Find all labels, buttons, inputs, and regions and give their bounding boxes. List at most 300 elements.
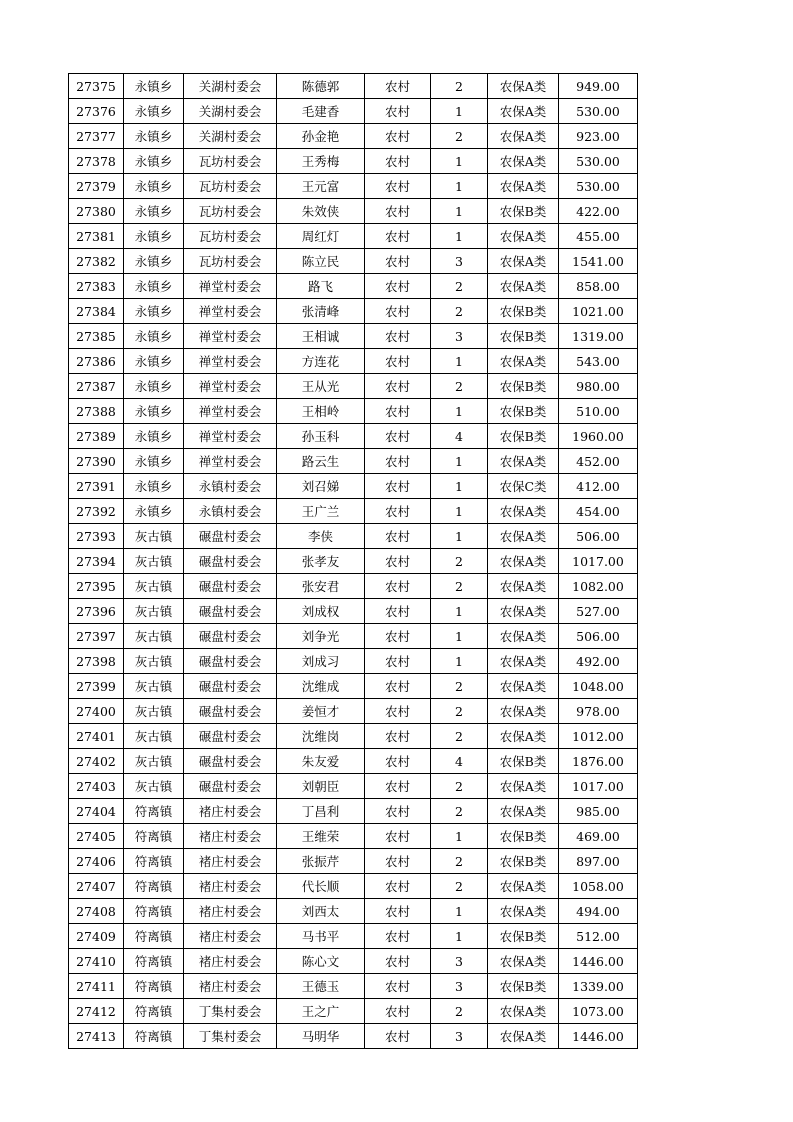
village-committee-cell: 褚庄村委会 [184,949,277,974]
table-row [69,199,638,224]
table-row [69,549,638,574]
residence-type-cell: 农村 [365,674,431,699]
household-count-cell: 2 [431,549,488,574]
township-cell: 永镇乡 [124,174,184,199]
village-committee-cell: 禅堂村委会 [184,299,277,324]
row-number-cell: 27405 [69,824,124,849]
insurance-category-cell: 农保B类 [488,299,559,324]
insurance-category-cell: 农保B类 [488,374,559,399]
household-count-cell: 1 [431,399,488,424]
person-name-cell: 路飞 [277,274,365,299]
township-cell: 永镇乡 [124,474,184,499]
person-name-cell: 刘朝臣 [277,774,365,799]
township-cell: 灰古镇 [124,649,184,674]
amount-cell: 452.00 [559,449,638,474]
person-name-cell: 朱效侠 [277,199,365,224]
insurance-category-cell: 农保A类 [488,124,559,149]
residence-type-cell: 农村 [365,349,431,374]
insurance-category-cell: 农保A类 [488,224,559,249]
row-number-cell: 27375 [69,74,124,99]
residence-type-cell: 农村 [365,549,431,574]
township-cell: 永镇乡 [124,349,184,374]
village-committee-cell: 禅堂村委会 [184,374,277,399]
village-committee-cell: 丁集村委会 [184,1024,277,1049]
amount-cell: 455.00 [559,224,638,249]
table-row [69,599,638,624]
village-committee-cell: 瓦坊村委会 [184,249,277,274]
village-committee-cell: 碾盘村委会 [184,749,277,774]
township-cell: 符离镇 [124,1024,184,1049]
residence-type-cell: 农村 [365,524,431,549]
township-cell: 灰古镇 [124,624,184,649]
township-cell: 永镇乡 [124,274,184,299]
amount-cell: 454.00 [559,499,638,524]
village-committee-cell: 瓦坊村委会 [184,149,277,174]
household-count-cell: 1 [431,899,488,924]
household-count-cell: 2 [431,374,488,399]
table-row [69,1024,638,1049]
amount-cell: 1960.00 [559,424,638,449]
row-number-cell: 27393 [69,524,124,549]
amount-cell: 1876.00 [559,749,638,774]
person-name-cell: 丁昌利 [277,799,365,824]
township-cell: 灰古镇 [124,699,184,724]
insurance-category-cell: 农保A类 [488,799,559,824]
table-row [69,874,638,899]
household-count-cell: 1 [431,499,488,524]
village-committee-cell: 碾盘村委会 [184,624,277,649]
person-name-cell: 刘成习 [277,649,365,674]
household-count-cell: 2 [431,74,488,99]
residence-type-cell: 农村 [365,1024,431,1049]
person-name-cell: 沈维成 [277,674,365,699]
amount-cell: 923.00 [559,124,638,149]
amount-cell: 469.00 [559,824,638,849]
township-cell: 符离镇 [124,999,184,1024]
person-name-cell: 马明华 [277,1024,365,1049]
person-name-cell: 陈立民 [277,249,365,274]
insurance-category-cell: 农保A类 [488,599,559,624]
residence-type-cell: 农村 [365,899,431,924]
household-count-cell: 1 [431,99,488,124]
residence-type-cell: 农村 [365,174,431,199]
amount-cell: 1541.00 [559,249,638,274]
household-count-cell: 2 [431,799,488,824]
row-number-cell: 27396 [69,599,124,624]
household-count-cell: 2 [431,874,488,899]
township-cell: 符离镇 [124,924,184,949]
person-name-cell: 周红灯 [277,224,365,249]
township-cell: 永镇乡 [124,99,184,124]
row-number-cell: 27390 [69,449,124,474]
amount-cell: 530.00 [559,99,638,124]
residence-type-cell: 农村 [365,724,431,749]
row-number-cell: 27383 [69,274,124,299]
residence-type-cell: 农村 [365,849,431,874]
residence-type-cell: 农村 [365,324,431,349]
household-count-cell: 4 [431,424,488,449]
table-row [69,974,638,999]
insurance-category-cell: 农保B类 [488,424,559,449]
amount-cell: 1446.00 [559,949,638,974]
village-committee-cell: 永镇村委会 [184,474,277,499]
amount-cell: 1446.00 [559,1024,638,1049]
row-number-cell: 27397 [69,624,124,649]
row-number-cell: 27388 [69,399,124,424]
township-cell: 永镇乡 [124,324,184,349]
row-number-cell: 27411 [69,974,124,999]
table-row [69,399,638,424]
amount-cell: 985.00 [559,799,638,824]
row-number-cell: 27387 [69,374,124,399]
household-count-cell: 1 [431,349,488,374]
insurance-category-cell: 农保A类 [488,874,559,899]
residence-type-cell: 农村 [365,249,431,274]
table-row [69,774,638,799]
amount-cell: 1017.00 [559,774,638,799]
table-body [69,74,638,1049]
person-name-cell: 孙玉科 [277,424,365,449]
person-name-cell: 孙金艳 [277,124,365,149]
household-count-cell: 1 [431,449,488,474]
township-cell: 永镇乡 [124,299,184,324]
insurance-category-cell: 农保B类 [488,824,559,849]
amount-cell: 897.00 [559,849,638,874]
village-committee-cell: 碾盘村委会 [184,599,277,624]
row-number-cell: 27409 [69,924,124,949]
person-name-cell: 王秀梅 [277,149,365,174]
person-name-cell: 王维荣 [277,824,365,849]
amount-cell: 530.00 [559,174,638,199]
household-count-cell: 1 [431,624,488,649]
person-name-cell: 王之广 [277,999,365,1024]
village-committee-cell: 禅堂村委会 [184,399,277,424]
township-cell: 永镇乡 [124,199,184,224]
village-committee-cell: 禅堂村委会 [184,424,277,449]
insurance-category-cell: 农保B类 [488,399,559,424]
insurance-category-cell: 农保A类 [488,449,559,474]
row-number-cell: 27412 [69,999,124,1024]
household-count-cell: 2 [431,124,488,149]
person-name-cell: 陈心文 [277,949,365,974]
residence-type-cell: 农村 [365,999,431,1024]
township-cell: 符离镇 [124,824,184,849]
village-committee-cell: 碾盘村委会 [184,774,277,799]
residence-type-cell: 农村 [365,574,431,599]
row-number-cell: 27407 [69,874,124,899]
person-name-cell: 张孝友 [277,549,365,574]
household-count-cell: 4 [431,749,488,774]
residence-type-cell: 农村 [365,374,431,399]
township-cell: 永镇乡 [124,374,184,399]
township-cell: 灰古镇 [124,524,184,549]
row-number-cell: 27386 [69,349,124,374]
township-cell: 灰古镇 [124,724,184,749]
village-committee-cell: 褚庄村委会 [184,924,277,949]
row-number-cell: 27382 [69,249,124,274]
person-name-cell: 方连花 [277,349,365,374]
table-row [69,899,638,924]
township-cell: 永镇乡 [124,249,184,274]
row-number-cell: 27400 [69,699,124,724]
household-count-cell: 2 [431,674,488,699]
household-count-cell: 3 [431,949,488,974]
table-row [69,949,638,974]
amount-cell: 494.00 [559,899,638,924]
residence-type-cell: 农村 [365,774,431,799]
insurance-category-cell: 农保A类 [488,499,559,524]
village-committee-cell: 永镇村委会 [184,499,277,524]
village-committee-cell: 禅堂村委会 [184,349,277,374]
residence-type-cell: 农村 [365,424,431,449]
insurance-category-cell: 农保A类 [488,149,559,174]
row-number-cell: 27404 [69,799,124,824]
village-committee-cell: 关湖村委会 [184,74,277,99]
table-row [69,624,638,649]
person-name-cell: 张安君 [277,574,365,599]
amount-cell: 1319.00 [559,324,638,349]
village-committee-cell: 瓦坊村委会 [184,199,277,224]
amount-cell: 543.00 [559,349,638,374]
table-row [69,574,638,599]
table-row [69,824,638,849]
table-row [69,99,638,124]
residence-type-cell: 农村 [365,824,431,849]
insurance-category-cell: 农保A类 [488,574,559,599]
table-row [69,449,638,474]
township-cell: 符离镇 [124,849,184,874]
household-count-cell: 3 [431,249,488,274]
table-row [69,424,638,449]
table-row [69,249,638,274]
insurance-category-cell: 农保A类 [488,274,559,299]
insurance-category-cell: 农保A类 [488,899,559,924]
table-row [69,299,638,324]
village-committee-cell: 禅堂村委会 [184,449,277,474]
insurance-category-cell: 农保A类 [488,774,559,799]
amount-cell: 1339.00 [559,974,638,999]
township-cell: 永镇乡 [124,224,184,249]
village-committee-cell: 褚庄村委会 [184,824,277,849]
person-name-cell: 朱友爱 [277,749,365,774]
insurance-category-cell: 农保A类 [488,74,559,99]
amount-cell: 422.00 [559,199,638,224]
household-count-cell: 2 [431,574,488,599]
table-row [69,649,638,674]
person-name-cell: 王相诚 [277,324,365,349]
person-name-cell: 张清峰 [277,299,365,324]
residence-type-cell: 农村 [365,599,431,624]
person-name-cell: 刘成权 [277,599,365,624]
township-cell: 灰古镇 [124,549,184,574]
village-committee-cell: 碾盘村委会 [184,549,277,574]
row-number-cell: 27391 [69,474,124,499]
village-committee-cell: 碾盘村委会 [184,574,277,599]
table-row [69,224,638,249]
amount-cell: 510.00 [559,399,638,424]
amount-cell: 858.00 [559,274,638,299]
township-cell: 符离镇 [124,974,184,999]
household-count-cell: 2 [431,774,488,799]
household-count-cell: 1 [431,199,488,224]
township-cell: 符离镇 [124,874,184,899]
township-cell: 永镇乡 [124,124,184,149]
person-name-cell: 路云生 [277,449,365,474]
insurance-category-cell: 农保A类 [488,1024,559,1049]
village-committee-cell: 关湖村委会 [184,99,277,124]
table-row [69,174,638,199]
household-count-cell: 1 [431,824,488,849]
residence-type-cell: 农村 [365,449,431,474]
amount-cell: 527.00 [559,599,638,624]
village-committee-cell: 丁集村委会 [184,999,277,1024]
residence-type-cell: 农村 [365,274,431,299]
household-count-cell: 1 [431,149,488,174]
residence-type-cell: 农村 [365,124,431,149]
insurance-category-cell: 农保A类 [488,674,559,699]
residence-type-cell: 农村 [365,224,431,249]
amount-cell: 1082.00 [559,574,638,599]
person-name-cell: 刘西太 [277,899,365,924]
person-name-cell: 姜恒才 [277,699,365,724]
row-number-cell: 27377 [69,124,124,149]
person-name-cell: 刘召娣 [277,474,365,499]
row-number-cell: 27380 [69,199,124,224]
residence-type-cell: 农村 [365,799,431,824]
residence-type-cell: 农村 [365,974,431,999]
row-number-cell: 27395 [69,574,124,599]
person-name-cell: 刘争光 [277,624,365,649]
residence-type-cell: 农村 [365,99,431,124]
household-count-cell: 2 [431,999,488,1024]
village-committee-cell: 褚庄村委会 [184,849,277,874]
person-name-cell: 张振芹 [277,849,365,874]
amount-cell: 1048.00 [559,674,638,699]
township-cell: 符离镇 [124,899,184,924]
table-row [69,499,638,524]
household-count-cell: 2 [431,724,488,749]
township-cell: 永镇乡 [124,449,184,474]
amount-cell: 506.00 [559,524,638,549]
person-name-cell: 马书平 [277,924,365,949]
township-cell: 灰古镇 [124,749,184,774]
person-name-cell: 陈德郭 [277,74,365,99]
household-count-cell: 1 [431,649,488,674]
amount-cell: 1017.00 [559,549,638,574]
household-count-cell: 1 [431,174,488,199]
insurance-category-cell: 农保B类 [488,199,559,224]
table-row [69,324,638,349]
table-row [69,724,638,749]
household-count-cell: 1 [431,524,488,549]
insurance-category-cell: 农保B类 [488,849,559,874]
residence-type-cell: 农村 [365,624,431,649]
township-cell: 永镇乡 [124,399,184,424]
table-row [69,74,638,99]
household-count-cell: 2 [431,274,488,299]
residence-type-cell: 农村 [365,199,431,224]
household-count-cell: 1 [431,924,488,949]
insurance-category-cell: 农保A类 [488,699,559,724]
amount-cell: 949.00 [559,74,638,99]
insurance-category-cell: 农保A类 [488,649,559,674]
village-committee-cell: 碾盘村委会 [184,649,277,674]
village-committee-cell: 碾盘村委会 [184,699,277,724]
residence-type-cell: 农村 [365,149,431,174]
table-row [69,149,638,174]
village-committee-cell: 禅堂村委会 [184,324,277,349]
row-number-cell: 27379 [69,174,124,199]
residence-type-cell: 农村 [365,474,431,499]
person-name-cell: 王相岭 [277,399,365,424]
household-count-cell: 2 [431,849,488,874]
household-count-cell: 3 [431,974,488,999]
village-committee-cell: 禅堂村委会 [184,274,277,299]
amount-cell: 506.00 [559,624,638,649]
table-row [69,749,638,774]
person-name-cell: 代长顺 [277,874,365,899]
insurance-category-cell: 农保A类 [488,999,559,1024]
table-row [69,849,638,874]
household-count-cell: 2 [431,299,488,324]
residence-type-cell: 农村 [365,399,431,424]
table-row [69,924,638,949]
residence-type-cell: 农村 [365,924,431,949]
person-name-cell: 沈维岗 [277,724,365,749]
row-number-cell: 27399 [69,674,124,699]
township-cell: 永镇乡 [124,499,184,524]
village-committee-cell: 瓦坊村委会 [184,224,277,249]
row-number-cell: 27378 [69,149,124,174]
row-number-cell: 27402 [69,749,124,774]
table-row [69,274,638,299]
amount-cell: 1058.00 [559,874,638,899]
village-committee-cell: 关湖村委会 [184,124,277,149]
residence-type-cell: 农村 [365,874,431,899]
village-committee-cell: 褚庄村委会 [184,799,277,824]
insurance-category-cell: 农保A类 [488,99,559,124]
amount-cell: 980.00 [559,374,638,399]
village-committee-cell: 瓦坊村委会 [184,174,277,199]
insurance-category-cell: 农保A类 [488,549,559,574]
residence-type-cell: 农村 [365,699,431,724]
amount-cell: 1021.00 [559,299,638,324]
village-committee-cell: 碾盘村委会 [184,674,277,699]
residence-type-cell: 农村 [365,649,431,674]
table-row [69,799,638,824]
table-row [69,524,638,549]
insurance-category-cell: 农保B类 [488,924,559,949]
table-row [69,699,638,724]
insurance-category-cell: 农保A类 [488,174,559,199]
household-count-cell: 3 [431,324,488,349]
row-number-cell: 27392 [69,499,124,524]
insurance-category-cell: 农保A类 [488,524,559,549]
village-committee-cell: 碾盘村委会 [184,524,277,549]
township-cell: 永镇乡 [124,424,184,449]
village-committee-cell: 褚庄村委会 [184,874,277,899]
residence-type-cell: 农村 [365,749,431,774]
household-count-cell: 3 [431,1024,488,1049]
row-number-cell: 27389 [69,424,124,449]
table-row [69,124,638,149]
insurance-category-cell: 农保A类 [488,349,559,374]
insurance-category-cell: 农保A类 [488,624,559,649]
table-row [69,349,638,374]
row-number-cell: 27406 [69,849,124,874]
person-name-cell: 李侠 [277,524,365,549]
amount-cell: 978.00 [559,699,638,724]
